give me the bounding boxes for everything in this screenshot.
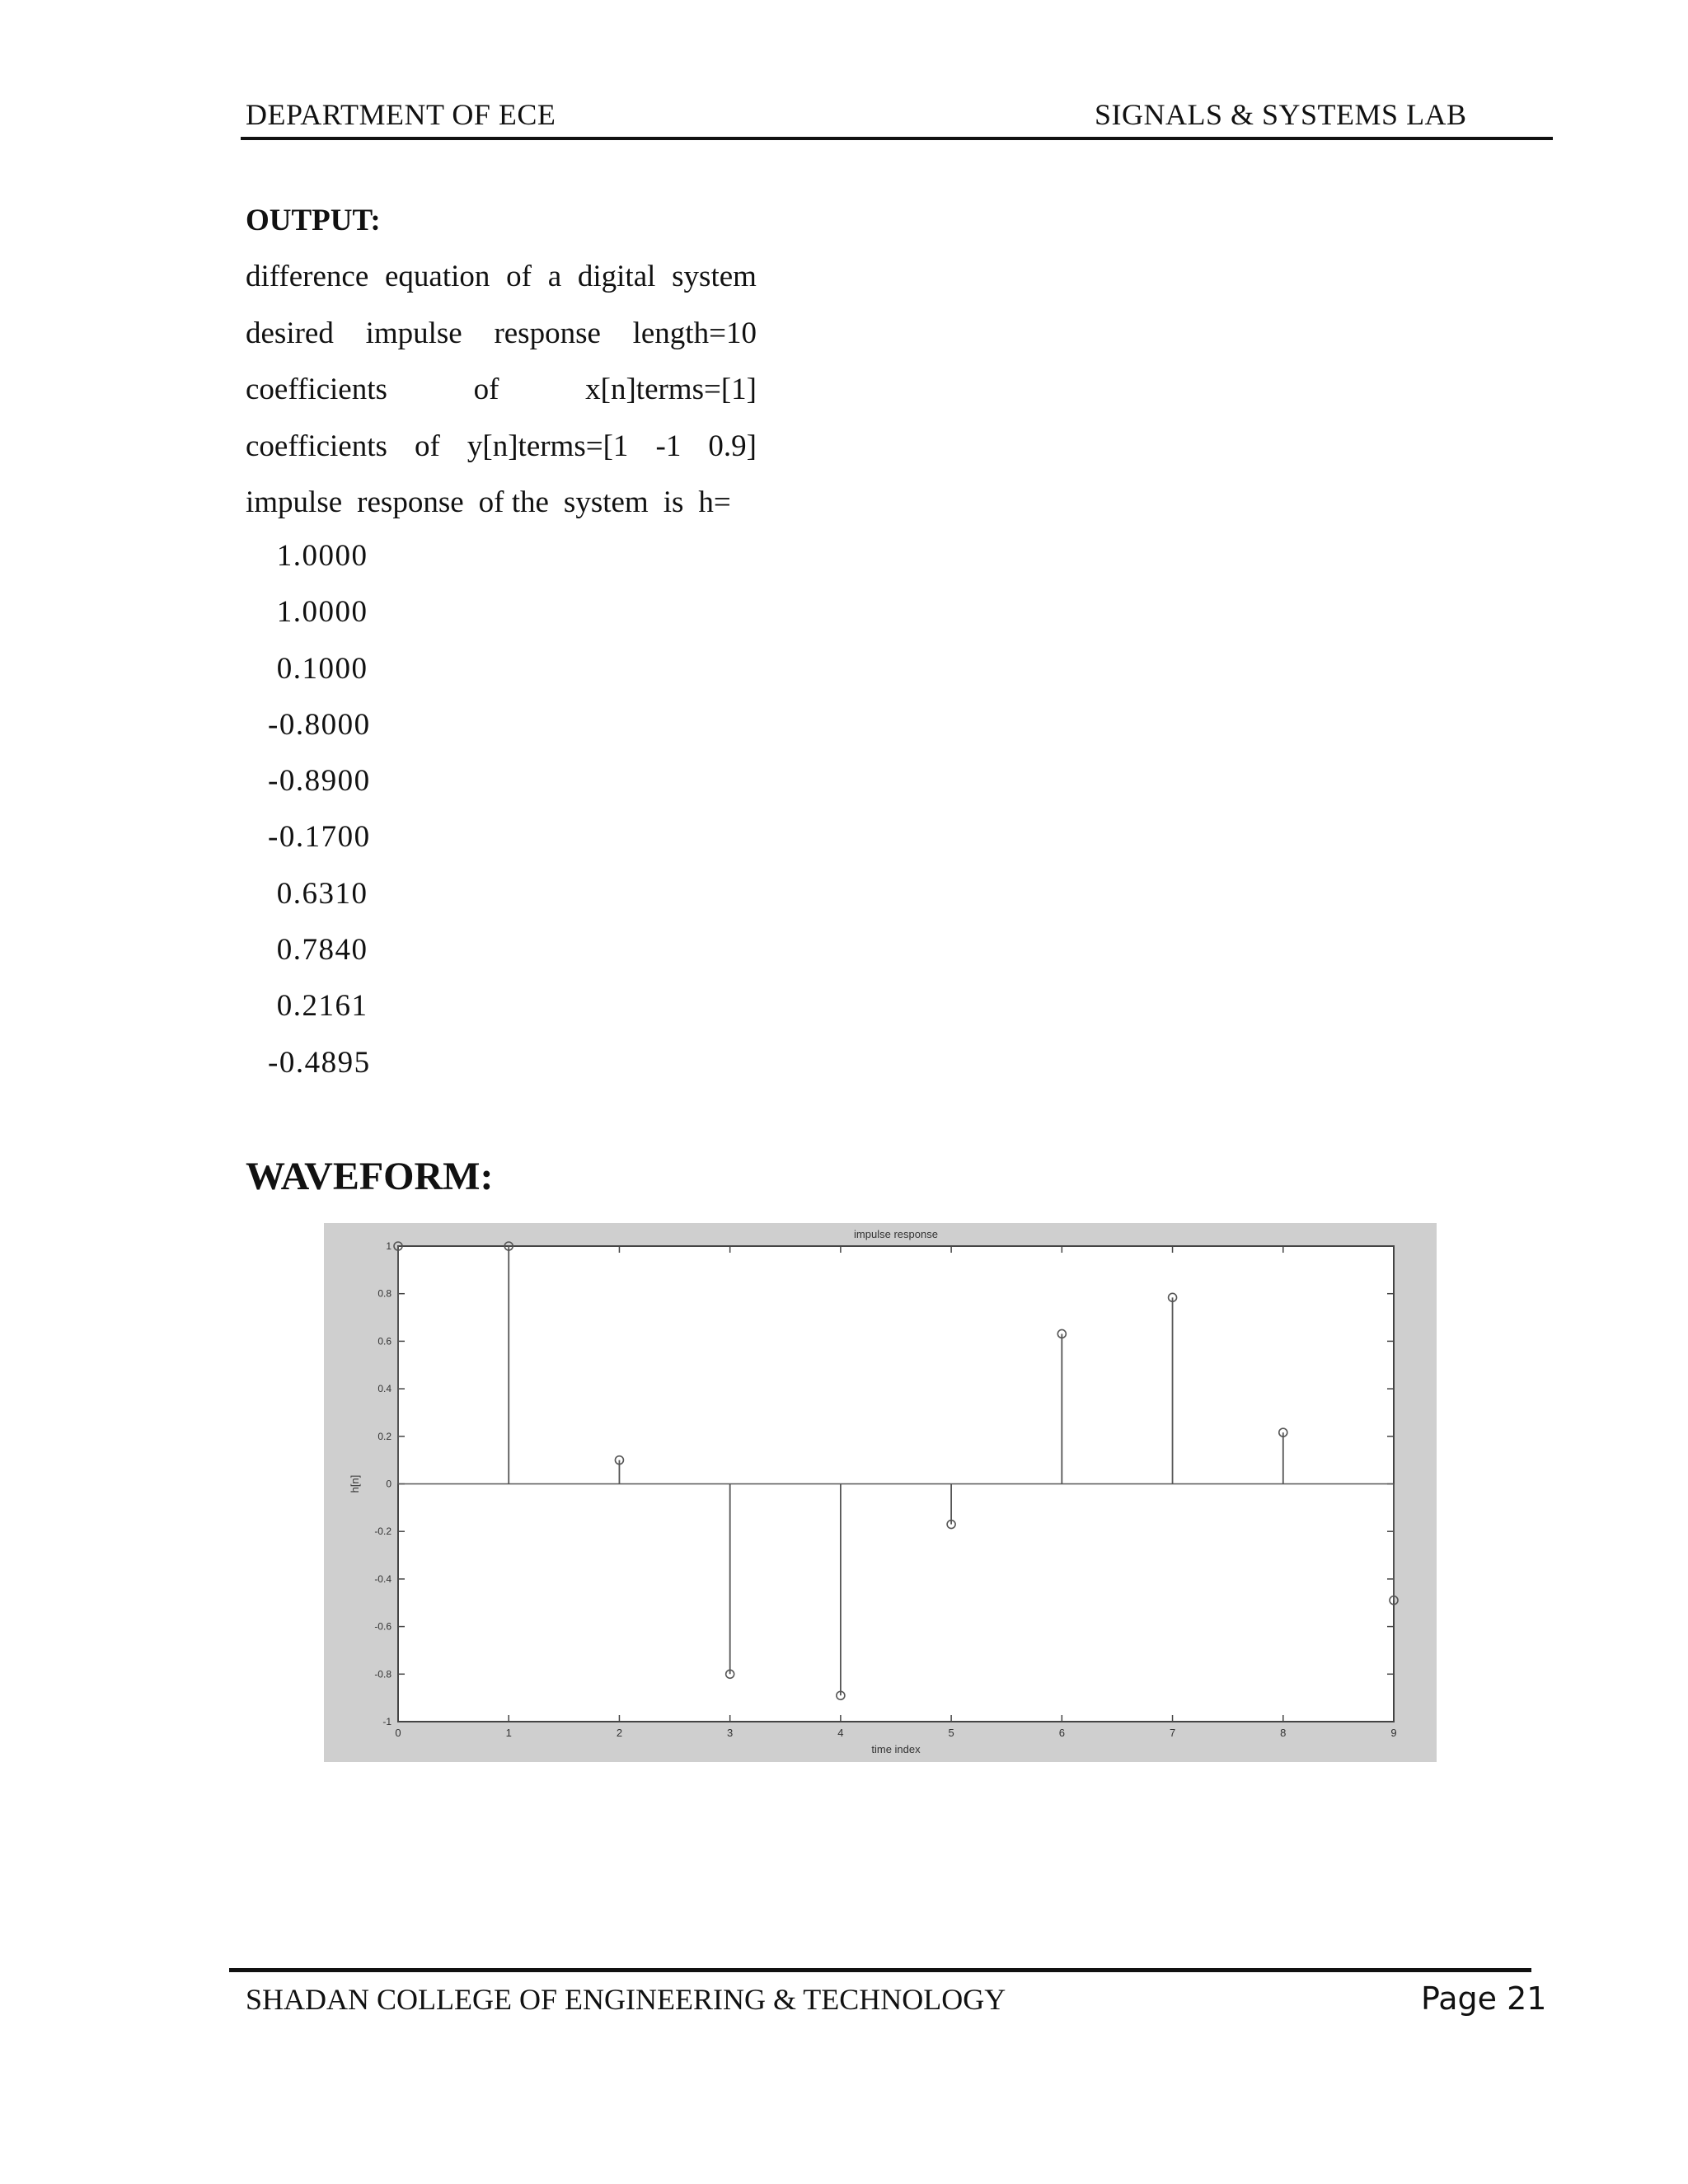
output-line <box>246 483 757 540</box>
word: coefficients <box>246 429 387 463</box>
header-lab-title: SIGNALS & SYSTEMS LAB <box>1095 98 1467 131</box>
y-tick-label: 0 <box>386 1478 392 1490</box>
value-item: 0.6310 <box>268 876 368 911</box>
word: of <box>506 260 532 293</box>
word: response <box>357 485 464 519</box>
x-tick-label: 6 <box>1058 1727 1065 1739</box>
value-item: 1.0000 <box>268 595 368 630</box>
value-item: -0.8900 <box>268 764 371 799</box>
word: h= <box>698 485 731 519</box>
footer-college-name: SHADAN COLLEGE OF ENGINEERING & TECHNOLOGY <box>246 1983 1006 2016</box>
y-tick-label: -0.6 <box>374 1620 392 1633</box>
x-tick-label: 1 <box>505 1727 512 1739</box>
value-item: 0.1000 <box>268 651 368 686</box>
word: desired <box>246 316 334 350</box>
x-tick-label: 2 <box>616 1727 623 1739</box>
word: 0.9] <box>708 429 757 463</box>
word: impulse <box>365 316 462 350</box>
word: y[n]terms=[1 <box>467 429 629 463</box>
impulse-response-values <box>268 537 371 1099</box>
y-tick-label: 0.2 <box>377 1430 392 1442</box>
header-divider <box>241 137 1553 140</box>
value-item: -0.1700 <box>268 820 371 855</box>
word: of <box>414 429 440 463</box>
y-tick-label: 0.6 <box>377 1335 392 1347</box>
y-tick-label: -0.4 <box>374 1572 392 1585</box>
footer-divider <box>229 1968 1531 1972</box>
waveform-heading: WAVEFORM: <box>246 1155 494 1198</box>
y-tick-label: -0.8 <box>374 1668 392 1680</box>
word: equation <box>385 260 490 293</box>
chart-x-label: time index <box>871 1743 921 1755</box>
word: a <box>547 260 562 293</box>
x-tick-label: 7 <box>1169 1727 1176 1739</box>
chart-title: impulse response <box>854 1228 938 1240</box>
chart-svg <box>324 1223 1437 1762</box>
output-text <box>246 257 757 540</box>
output-line <box>246 257 757 314</box>
y-tick-label: 1 <box>386 1240 392 1252</box>
word: x[n]terms=[1] <box>585 373 757 406</box>
chart-y-label: h[n] <box>349 1474 361 1493</box>
word: coefficients <box>246 373 387 406</box>
x-tick-label: 4 <box>837 1727 844 1739</box>
x-tick-label: 3 <box>727 1727 734 1739</box>
word: length=10 <box>632 316 757 350</box>
word: response <box>494 316 601 350</box>
value-item: -0.4895 <box>268 1045 371 1080</box>
word: of <box>473 373 499 406</box>
impulse-response-chart <box>324 1223 1437 1762</box>
y-tick-label: 0.8 <box>377 1287 392 1300</box>
word: of the <box>478 485 549 519</box>
word: is <box>663 485 684 519</box>
page-number: Page 21 <box>1421 1980 1547 2017</box>
header-department: DEPARTMENT OF ECE <box>246 98 556 131</box>
x-tick-label: 9 <box>1390 1727 1397 1739</box>
word: -1 <box>655 429 682 463</box>
x-tick-label: 5 <box>948 1727 954 1739</box>
output-line <box>246 370 757 427</box>
output-heading: OUTPUT: <box>246 204 381 237</box>
x-tick-label: 0 <box>395 1727 401 1739</box>
word: system <box>672 260 757 293</box>
value-item: 0.2161 <box>268 989 368 1024</box>
y-tick-label: -1 <box>382 1716 392 1727</box>
output-line <box>246 427 757 484</box>
value-item: 0.7840 <box>268 933 368 968</box>
value-item: 1.0000 <box>268 539 368 573</box>
word: difference <box>246 260 369 293</box>
word: digital <box>577 260 656 293</box>
y-tick-label: 0.4 <box>377 1383 392 1395</box>
value-item: -0.8000 <box>268 707 371 742</box>
word: system <box>563 485 649 519</box>
output-line <box>246 314 757 371</box>
x-tick-label: 8 <box>1280 1727 1287 1739</box>
word: impulse <box>246 485 343 519</box>
y-tick-label: -0.2 <box>374 1526 392 1538</box>
